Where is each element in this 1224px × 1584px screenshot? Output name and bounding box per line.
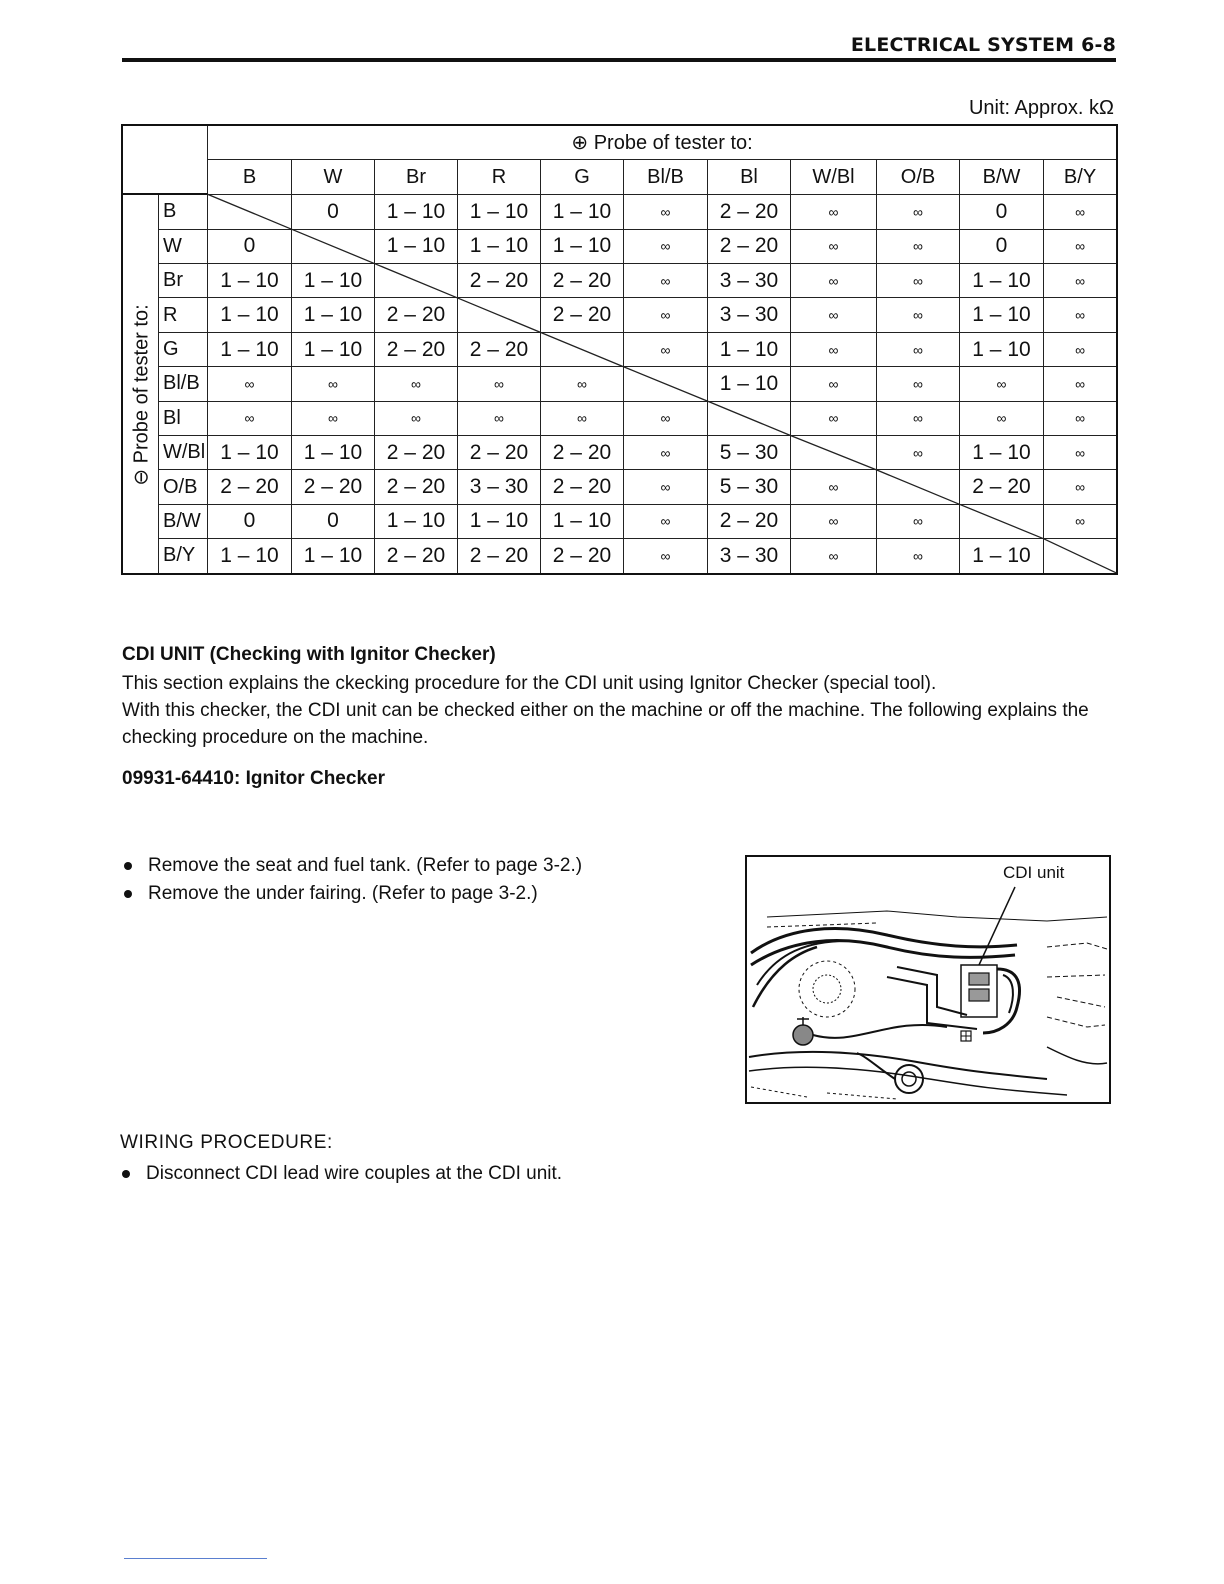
table-cell: ∞	[791, 194, 877, 229]
table-cell: 1 – 10	[292, 264, 375, 298]
wiring-procedure-heading: WIRING PROCEDURE:	[120, 1132, 333, 1153]
table-cell: ∞	[624, 264, 708, 298]
table-cell: ∞	[877, 436, 960, 470]
table-cell: 2 – 20	[458, 436, 541, 470]
footer-rule	[124, 1558, 267, 1559]
section-title: CDI UNIT (Checking with Ignitor Checker)	[122, 644, 496, 665]
table-cell: 0	[960, 194, 1044, 229]
row-header: Bl	[159, 401, 208, 435]
table-cell: 0	[292, 504, 375, 538]
table-cell: 0	[960, 229, 1044, 263]
table-row	[123, 401, 1117, 435]
table-cell: ∞	[791, 229, 877, 263]
table-cell: ∞	[791, 264, 877, 298]
table-cell: ∞	[375, 367, 458, 401]
table-cell: ∞	[1044, 194, 1117, 229]
table-cell: 1 – 10	[375, 194, 458, 229]
table-cell: 2 – 20	[375, 539, 458, 573]
table-cell: 1 – 10	[458, 229, 541, 263]
table-row	[123, 504, 1117, 538]
table-cell: 3 – 30	[708, 298, 791, 332]
table-cell: ∞	[624, 194, 708, 229]
column-header-row	[123, 160, 1117, 194]
table-cell: 3 – 30	[708, 264, 791, 298]
table-cell: 2 – 20	[458, 264, 541, 298]
table-cell: ∞	[877, 367, 960, 401]
table-cell: 1 – 10	[292, 539, 375, 573]
table-cell: ∞	[1044, 229, 1117, 263]
table-cell: ∞	[877, 229, 960, 263]
table-cell: ∞	[624, 436, 708, 470]
column-header: R	[458, 160, 541, 194]
table-cell: ∞	[960, 401, 1044, 435]
table-cell: ∞	[458, 401, 541, 435]
table-cell: 1 – 10	[541, 504, 624, 538]
table-cell: 1 – 10	[960, 539, 1044, 573]
diagonal-cell	[960, 504, 1044, 538]
column-header: W	[292, 160, 375, 194]
minus-probe-label	[124, 199, 158, 591]
table-cell: ∞	[960, 367, 1044, 401]
corner-cell	[123, 126, 208, 195]
table-row	[123, 332, 1117, 366]
table-cell: 2 – 20	[708, 504, 791, 538]
wiring-step: Disconnect CDI lead wire couples at the CDI unit.	[120, 1160, 846, 1188]
figure-label: CDI unit	[1003, 863, 1065, 882]
table-cell: ∞	[1044, 401, 1117, 435]
table-cell: 1 – 10	[960, 298, 1044, 332]
diagonal-cell	[375, 264, 458, 298]
table-cell: ∞	[791, 504, 877, 538]
table-row	[123, 298, 1117, 332]
table-cell: 1 – 10	[208, 332, 292, 366]
diagonal-cell	[877, 470, 960, 504]
row-header: R	[159, 298, 208, 332]
table-cell: ∞	[208, 367, 292, 401]
table-row	[123, 264, 1117, 298]
intro-paragraph-2: With this checker, the CDI unit can be checked either on the machine or off the machine. The following explains the checking procedure on the machine.	[122, 700, 1089, 748]
diagonal-cell	[791, 436, 877, 470]
plus-probe-label: ⊕ Probe of tester to:	[208, 126, 1117, 160]
table-cell: 1 – 10	[960, 264, 1044, 298]
table-header-row	[123, 126, 1117, 160]
table-cell: ∞	[877, 194, 960, 229]
row-header: O/B	[159, 470, 208, 504]
table-cell: ∞	[541, 401, 624, 435]
table-cell: 3 – 30	[458, 470, 541, 504]
row-header: B/Y	[159, 539, 208, 573]
table-cell: ∞	[292, 367, 375, 401]
table-cell: ∞	[791, 367, 877, 401]
table-cell: ∞	[1044, 298, 1117, 332]
table-cell: 2 – 20	[960, 470, 1044, 504]
diagonal-cell	[458, 298, 541, 332]
table-cell: ∞	[877, 264, 960, 298]
table-cell: ∞	[791, 332, 877, 366]
column-header: Bl	[708, 160, 791, 194]
table-cell: ∞	[624, 470, 708, 504]
table-cell: ∞	[791, 539, 877, 573]
table-cell: ∞	[877, 539, 960, 573]
table-cell: ∞	[624, 298, 708, 332]
list-item: Remove the seat and fuel tank. (Refer to page 3-2.)	[122, 852, 702, 880]
table-cell: 1 – 10	[708, 367, 791, 401]
table-cell: ∞	[624, 332, 708, 366]
cdi-unit-figure	[745, 855, 1111, 1104]
row-header: B	[159, 194, 208, 229]
table-cell: ∞	[791, 401, 877, 435]
table-cell: 1 – 10	[960, 332, 1044, 366]
table-cell: ∞	[877, 401, 960, 435]
table-cell: ∞	[877, 298, 960, 332]
resistance-table-wrap	[122, 125, 1116, 591]
table-cell: 1 – 10	[292, 298, 375, 332]
unit-label: Unit: Approx. kΩ	[968, 97, 1114, 119]
table-cell: 1 – 10	[208, 264, 292, 298]
minus-probe-text: ⊖ Probe of tester to:	[130, 304, 153, 486]
tool-number: 09931-64410: Ignitor Checker	[122, 768, 385, 789]
diagonal-cell	[541, 332, 624, 366]
table-cell: 2 – 20	[541, 539, 624, 573]
diagonal-cell	[624, 367, 708, 401]
table-cell: 3 – 30	[708, 539, 791, 573]
table-cell: ∞	[791, 470, 877, 504]
table-cell: ∞	[541, 367, 624, 401]
table-cell: ∞	[624, 504, 708, 538]
resistance-table	[122, 125, 1117, 574]
table-cell: 2 – 20	[375, 470, 458, 504]
row-header: W/Bl	[159, 436, 208, 470]
table-cell: ∞	[1044, 470, 1117, 504]
table-cell: ∞	[1044, 436, 1117, 470]
table-cell: ∞	[624, 401, 708, 435]
table-cell: ∞	[624, 229, 708, 263]
table-row	[123, 367, 1117, 401]
header-rule	[122, 58, 1116, 62]
table-cell: 1 – 10	[292, 436, 375, 470]
column-header: O/B	[877, 160, 960, 194]
row-header: W	[159, 229, 208, 263]
row-header: B/W	[159, 504, 208, 538]
table-cell: 1 – 10	[960, 436, 1044, 470]
table-cell: ∞	[1044, 264, 1117, 298]
table-cell: 2 – 20	[208, 470, 292, 504]
diagonal-cell	[1044, 539, 1117, 573]
table-cell: ∞	[375, 401, 458, 435]
table-cell: 0	[292, 194, 375, 229]
table-cell: 1 – 10	[541, 229, 624, 263]
motorcycle-wiring-illustration	[747, 857, 1109, 1102]
column-header: Bl/B	[624, 160, 708, 194]
table-cell: 2 – 20	[541, 436, 624, 470]
table-cell: 2 – 20	[541, 298, 624, 332]
table-cell: 2 – 20	[458, 539, 541, 573]
table-row	[123, 436, 1117, 470]
table-row	[123, 229, 1117, 263]
table-cell: 1 – 10	[292, 332, 375, 366]
table-cell: 2 – 20	[375, 298, 458, 332]
column-header: Br	[375, 160, 458, 194]
list-item: Remove the under fairing. (Refer to page 3-2.)	[122, 880, 702, 908]
table-row	[123, 470, 1117, 504]
table-row	[123, 539, 1117, 573]
table-cell: 1 – 10	[541, 194, 624, 229]
column-header: G	[541, 160, 624, 194]
diagonal-cell	[708, 401, 791, 435]
table-cell: ∞	[877, 504, 960, 538]
removal-steps	[122, 852, 702, 908]
table-cell: 2 – 20	[708, 194, 791, 229]
row-header: Br	[159, 264, 208, 298]
table-cell: 2 – 20	[541, 264, 624, 298]
column-header: W/Bl	[791, 160, 877, 194]
table-cell: ∞	[1044, 504, 1117, 538]
table-cell: ∞	[1044, 367, 1117, 401]
table-cell: 1 – 10	[458, 194, 541, 229]
table-cell: 0	[208, 504, 292, 538]
page-header: ELECTRICAL SYSTEM 6-8	[850, 34, 1116, 56]
table-cell: 2 – 20	[375, 332, 458, 366]
table-cell: ∞	[208, 401, 292, 435]
table-cell: 2 – 20	[375, 436, 458, 470]
diagonal-cell	[208, 194, 292, 229]
table-cell: ∞	[458, 367, 541, 401]
table-row	[123, 194, 1117, 229]
table-cell: ∞	[791, 298, 877, 332]
table-cell: 5 – 30	[708, 470, 791, 504]
table-cell: 2 – 20	[708, 229, 791, 263]
table-cell: ∞	[1044, 332, 1117, 366]
intro-paragraph-1: This section explains the ckecking procedure for the CDI unit using Ignitor Checker (special tool).	[122, 673, 937, 694]
table-cell: 1 – 10	[208, 436, 292, 470]
table-cell: ∞	[877, 332, 960, 366]
table-cell: ∞	[292, 401, 375, 435]
row-header: G	[159, 332, 208, 366]
column-header: B/Y	[1044, 160, 1117, 194]
table-cell: 0	[208, 229, 292, 263]
table-cell: 2 – 20	[458, 332, 541, 366]
row-header: Bl/B	[159, 367, 208, 401]
table-cell: ∞	[624, 539, 708, 573]
table-cell: 1 – 10	[375, 504, 458, 538]
table-cell: 1 – 10	[458, 504, 541, 538]
table-cell: 1 – 10	[208, 298, 292, 332]
table-cell: 2 – 20	[292, 470, 375, 504]
column-header: B/W	[960, 160, 1044, 194]
diagonal-cell	[292, 229, 375, 263]
table-cell: 1 – 10	[208, 539, 292, 573]
table-cell: 1 – 10	[708, 332, 791, 366]
column-header: B	[208, 160, 292, 194]
table-cell: 5 – 30	[708, 436, 791, 470]
table-cell: 1 – 10	[375, 229, 458, 263]
table-cell: 2 – 20	[541, 470, 624, 504]
